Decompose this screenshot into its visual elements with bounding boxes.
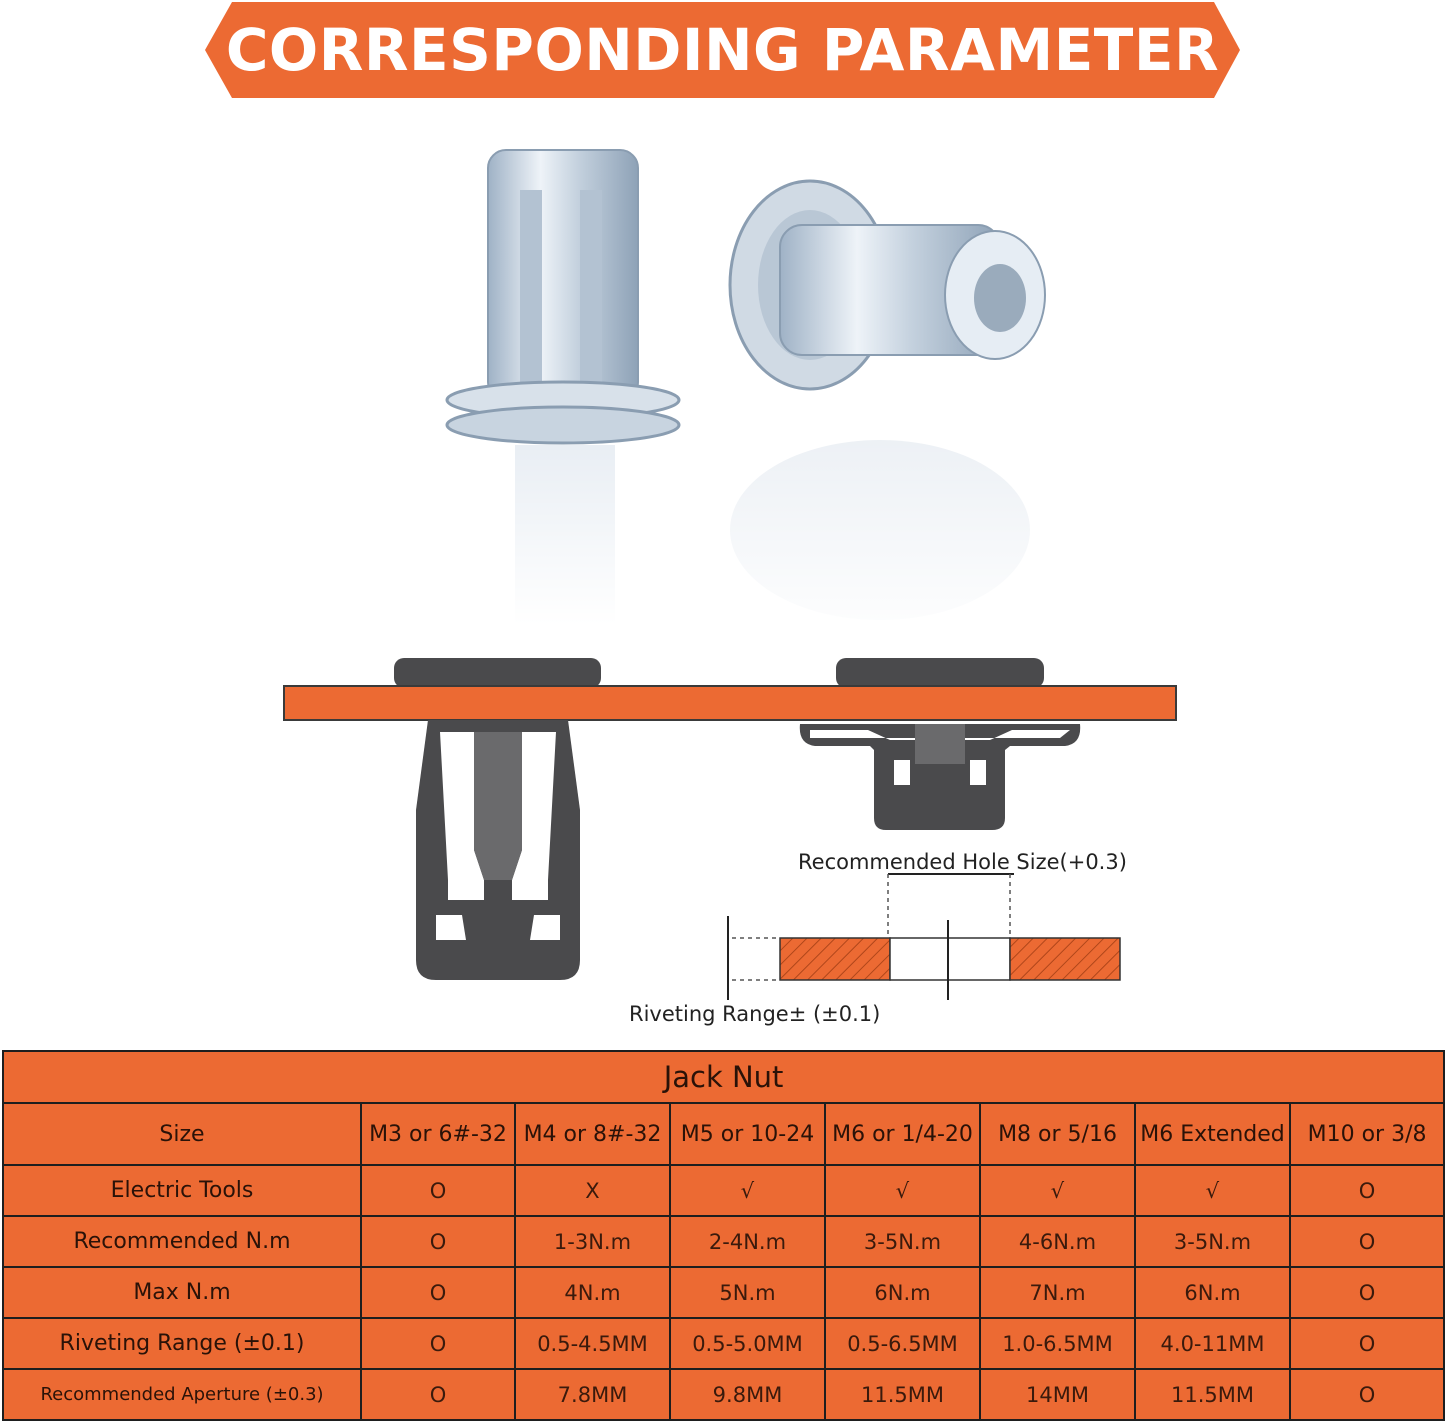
table-cell: 11.5MM [1135,1369,1290,1420]
hatched-section-left [780,938,890,980]
table-cell: 2-4N.m [670,1216,825,1267]
row-label: Max N.m [3,1267,361,1318]
table-cell: O [1290,1267,1444,1318]
riveting-range-label: Riveting Range± (±0.1) [629,1002,881,1026]
size-header-row [3,1103,1444,1165]
left-nut-flange [394,658,601,688]
table-cell: O [361,1165,515,1216]
table-cell: 11.5MM [825,1369,980,1420]
table-cell: O [361,1318,515,1369]
table-cell: 1.0-6.5MM [980,1318,1135,1369]
table-cell: √ [825,1165,980,1216]
table-row [3,1267,1444,1318]
page-title: CORRESPONDING PARAMETER [225,16,1220,84]
table-cell: 4N.m [515,1267,670,1318]
table-cell: 9.8MM [670,1369,825,1420]
size-label: Size [3,1103,361,1165]
table-cell: 3-5N.m [1135,1216,1290,1267]
table-cell: O [361,1267,515,1318]
table-cell: √ [980,1165,1135,1216]
row-label: Riveting Range (±0.1) [3,1318,361,1369]
table-title: Jack Nut [3,1051,1444,1103]
table-cell: 5N.m [670,1267,825,1318]
hatched-section-right [1010,938,1120,980]
table-cell: 14MM [980,1369,1135,1420]
table-row [3,1318,1444,1369]
table-cell: O [1290,1216,1444,1267]
table-cell: 0.5-5.0MM [670,1318,825,1369]
row-label: Electric Tools [3,1165,361,1216]
table-cell: 4-6N.m [980,1216,1135,1267]
table-cell: O [1290,1369,1444,1420]
product-image [410,130,1090,650]
hole-gap [890,938,1010,980]
row-label: Recommended Aperture (±0.3) [3,1369,361,1420]
size-col: M6 Extended [1135,1103,1290,1165]
row-label: Recommended N.m [3,1216,361,1267]
table-row [3,1369,1444,1420]
table-row [3,1165,1444,1216]
size-col: M6 or 1/4-20 [825,1103,980,1165]
table-cell: O [361,1216,515,1267]
right-nut-flange [836,658,1044,688]
table-cell: O [1290,1318,1444,1369]
table-cell: 6N.m [1135,1267,1290,1318]
panel-plate [284,686,1176,720]
hole-size-label: Recommended Hole Size(+0.3) [798,850,1127,874]
table-cell: √ [1135,1165,1290,1216]
table-cell: O [1290,1165,1444,1216]
table-cell: 6N.m [825,1267,980,1318]
table-cell: 7N.m [980,1267,1135,1318]
size-col: M4 or 8#-32 [515,1103,670,1165]
size-col: M5 or 10-24 [670,1103,825,1165]
size-col: M8 or 5/16 [980,1103,1135,1165]
table-cell: √ [670,1165,825,1216]
size-col: M10 or 3/8 [1290,1103,1444,1165]
table-cell: 4.0-11MM [1135,1318,1290,1369]
table-cell: 7.8MM [515,1369,670,1420]
table-cell: 3-5N.m [825,1216,980,1267]
spec-table [2,1050,1445,1421]
table-cell: 0.5-6.5MM [825,1318,980,1369]
table-cell: 1-3N.m [515,1216,670,1267]
table-row [3,1216,1444,1267]
table-cell: O [361,1369,515,1420]
table-cell: 0.5-4.5MM [515,1318,670,1369]
size-col: M3 or 6#-32 [361,1103,515,1165]
table-cell: X [515,1165,670,1216]
